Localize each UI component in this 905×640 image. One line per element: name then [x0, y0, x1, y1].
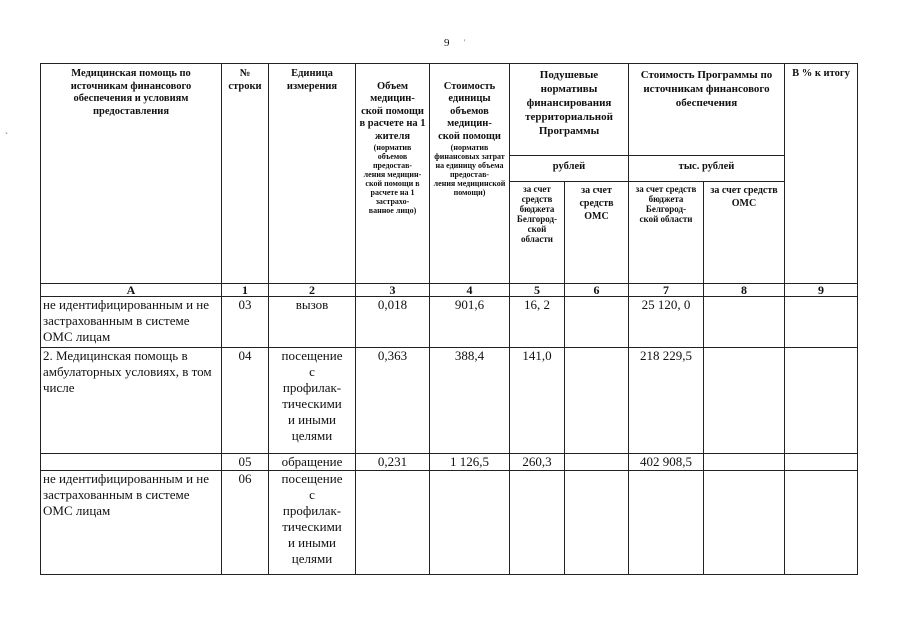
- index-cell: 5: [510, 284, 565, 297]
- row-percent: [785, 471, 858, 575]
- row-budget-rub: 16, 2: [510, 297, 565, 348]
- row-budget-thousand: 25 120, 0: [629, 297, 704, 348]
- index-cell: 9: [785, 284, 858, 297]
- column-index-row: [41, 284, 858, 297]
- row-oms-thousand: [704, 348, 785, 454]
- row-budget-rub: 260,3: [510, 454, 565, 471]
- margin-mark: `: [5, 131, 8, 141]
- header-cost-main: Стоимость единицы объемов медицин- ской помощи: [438, 80, 501, 142]
- row-unit: посещение с профилак- тическими и иными целями: [269, 471, 356, 575]
- row-unit-cost: 1 126,5: [430, 454, 510, 471]
- header-oms-thousand: за счет средств ОМС: [704, 182, 785, 284]
- row-unit-cost: [430, 471, 510, 575]
- row-oms-rub: [565, 348, 629, 454]
- header-cost-note: (норматив финансовых затрат на единицу объема предостав- ления медицинской помощи): [433, 143, 506, 197]
- row-budget-thousand: 218 229,5: [629, 348, 704, 454]
- header-volume: [356, 64, 430, 284]
- row-percent: [785, 348, 858, 454]
- row-volume: 0,363: [356, 348, 430, 454]
- row-unit: обращение: [269, 454, 356, 471]
- header-unit: Единица измерения: [269, 64, 356, 284]
- header-oms-rub: за счет средств ОМС: [565, 182, 629, 284]
- row-oms-thousand: [704, 471, 785, 575]
- header-program-cost: Стоимость Программы по источникам финансового обеспечения: [629, 64, 785, 156]
- header-volume-main: Объем медицин- ской помощи в расчете на 1 жителя: [359, 80, 426, 142]
- row-budget-rub: [510, 471, 565, 575]
- header-budget-rub: за счет средств бюджета Белгород- ской области: [510, 182, 565, 284]
- row-oms-rub: [565, 454, 629, 471]
- table-row: [41, 471, 858, 575]
- header-budget-thousand: за счет средств бюджета Белгород- ской области: [629, 182, 704, 284]
- row-budget-rub: 141,0: [510, 348, 565, 454]
- index-cell: 3: [356, 284, 430, 297]
- row-name: не идентифицированным и не застрахованным в системе ОМС лицам: [41, 471, 222, 575]
- table-row: [41, 297, 858, 348]
- row-unit: посещение с профилак- тическими и иными целями: [269, 348, 356, 454]
- row-percent: [785, 297, 858, 348]
- index-cell: 7: [629, 284, 704, 297]
- index-cell: А: [41, 284, 222, 297]
- row-number: 04: [222, 348, 269, 454]
- header-care-type: Медицинская помощь по источникам финансового обеспечения и условиям предоставления: [41, 64, 222, 284]
- row-unit: вызов: [269, 297, 356, 348]
- page-number: 9: [444, 37, 450, 49]
- row-budget-thousand: [629, 471, 704, 575]
- row-unit-cost: 901,6: [430, 297, 510, 348]
- row-name: [41, 454, 222, 471]
- row-number: 05: [222, 454, 269, 471]
- header-per-capita: Подушевые нормативы финансирования территориальной Программы: [510, 64, 629, 156]
- row-name: не идентифицированным и не застрахованным в системе ОМС лицам: [41, 297, 222, 348]
- header-row-number: № строки: [222, 64, 269, 284]
- header-unit-rubles: рублей: [510, 156, 629, 182]
- row-oms-rub: [565, 297, 629, 348]
- row-number: 03: [222, 297, 269, 348]
- index-cell: 4: [430, 284, 510, 297]
- row-volume: 0,018: [356, 297, 430, 348]
- page-mark: ': [464, 38, 466, 47]
- index-cell: 2: [269, 284, 356, 297]
- row-volume: 0,231: [356, 454, 430, 471]
- header-percent: В % к итогу: [785, 64, 858, 284]
- financing-table: [40, 63, 858, 575]
- row-volume: [356, 471, 430, 575]
- header-unit-thousand-rubles: тыс. рублей: [629, 156, 785, 182]
- header-unit-cost: [430, 64, 510, 284]
- row-oms-rub: [565, 471, 629, 575]
- table-row: [41, 348, 858, 454]
- row-unit-cost: 388,4: [430, 348, 510, 454]
- row-percent: [785, 454, 858, 471]
- index-cell: 8: [704, 284, 785, 297]
- row-budget-thousand: 402 908,5: [629, 454, 704, 471]
- table-row: [41, 454, 858, 471]
- row-oms-thousand: [704, 454, 785, 471]
- row-number: 06: [222, 471, 269, 575]
- header-volume-note: (норматив объемов предостав- ления медицин- ской помощи в расчете на 1 застрахо- ванное лицо): [363, 143, 422, 215]
- index-cell: 6: [565, 284, 629, 297]
- row-oms-thousand: [704, 297, 785, 348]
- index-cell: 1: [222, 284, 269, 297]
- row-name: 2. Медицинская помощь в амбулаторных условиях, в том числе: [41, 348, 222, 454]
